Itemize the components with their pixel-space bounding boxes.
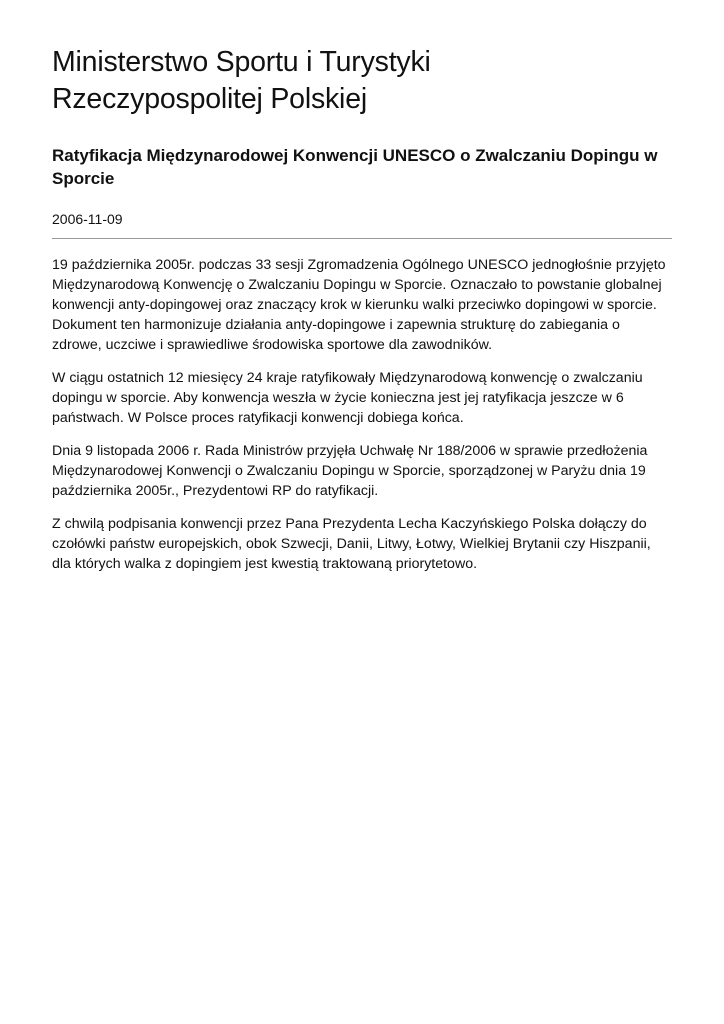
- paragraph-2: W ciągu ostatnich 12 miesięcy 24 kraje ratyfikowały Międzynarodową konwencję o zwalczaniu dopingu w sporcie. Aby konwencja weszła w życie konieczna jest jej ratyfikacja jeszcze w 6 państwach. W Polsce proces ratyfikacji konwencji dobiega końca.: [52, 370, 643, 426]
- document-page: [52, 44, 672, 587]
- site-title-line-1: Ministerstwo Sportu i Turystyki: [52, 46, 431, 78]
- article-date: 2006-11-09: [52, 211, 123, 227]
- article-title: Ratyfikacja Międzynarodowej Konwencji UNESCO o Zwalczaniu Dopingu w Sporcie: [52, 146, 658, 188]
- site-title-line-2: Rzeczypospolitej Polskiej: [52, 83, 367, 115]
- site-title: [52, 44, 672, 118]
- article-body: [52, 255, 672, 574]
- paragraph-4: Z chwilą podpisania konwencji przez Pana Prezydenta Lecha Kaczyńskiego Polska dołączy do czołówki państw europejskich, obok Szwecji, Danii, Litwy, Łotwy, Wielkiej Brytanii czy Hiszpanii, dla których walka z dopingiem jest kwestią traktowaną priorytetowo.: [52, 516, 651, 572]
- divider: [52, 238, 672, 239]
- paragraph-3: Dnia 9 listopada 2006 r. Rada Ministrów przyjęła Uchwałę Nr 188/2006 w sprawie przedłożenia Międzynarodowej Konwencji o Zwalczaniu Dopingu w Sporcie, sporządzonej w Paryżu dnia 19 października 2005r., Prezydentowi RP do ratyfikacji.: [52, 443, 648, 499]
- paragraph-1: 19 października 2005r. podczas 33 sesji Zgromadzenia Ogólnego UNESCO jednogłośnie przyjęto Międzynarodową Konwencję o Zwalczaniu Dopingu w Sporcie. Oznaczało to powstanie globalnej konwencji anty-dopingowej oraz znaczący krok w kierunku walki przeciwko dopingowi w sporcie. Dokument ten harmonizuje działania anty-dopingowe i zapewnia strukturę do zabiegania o zdrowe, uczciwe i sprawiedliwe środowiska sportowe dla zawodników.: [52, 257, 666, 353]
